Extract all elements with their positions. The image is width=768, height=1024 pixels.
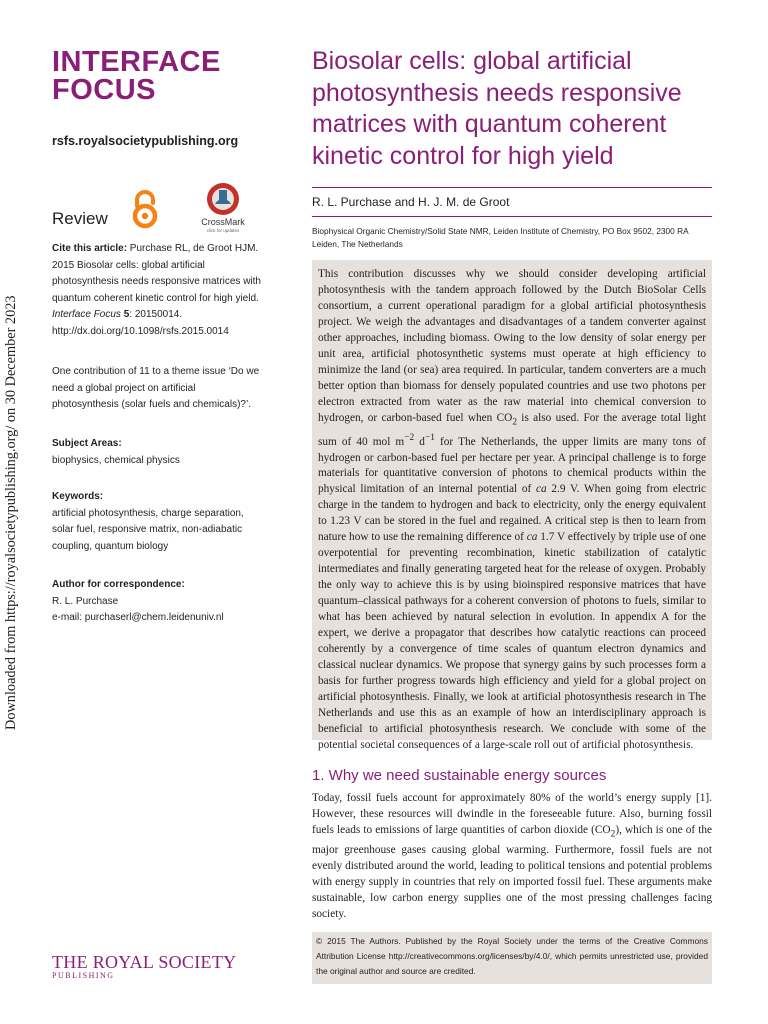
author-affiliation: Biophysical Organic Chemistry/Solid State NMR, Leiden Institute of Chemistry, PO Box 9502, 2300 RA Leiden, The Netherlands bbox=[312, 226, 689, 249]
correspondence-email[interactable]: e-mail: purchaserl@chem.leidenuniv.nl bbox=[52, 612, 224, 623]
section-heading: 1. Why we need sustainable energy sources bbox=[312, 767, 607, 784]
correspondence bbox=[52, 577, 262, 627]
authors-divider bbox=[312, 216, 712, 217]
cite-text: Purchase RL, de Groot HJM. 2015 Biosolar cells: global artificial photosynthesis needs responsive matrices with quantum coherent kinetic control for high yield. bbox=[52, 243, 261, 304]
crossmark-badge[interactable] bbox=[195, 180, 251, 234]
abstract-text: 1.7 V effectively by triple use of one overpotential for preventing recombination, kinetic stabilization of catalytic intermediates and finally generating targeted heat for the release of oxygen. Probably the only way to achieve this is by using bioinspired responsive matrices that have quantum–classical pathways for a coherent conversion of photons to fuels, similar to what has been achieved by natural selection in evolution. In appendix A for the expert, we derive a propagator that describes how catalytic reactions can proceed coherently by a convergence of time scales of quantum electron dynamics and classical nuclear dynamics. We propose that synergy gains by such processes form a basis for further progress towards high efficiency and yield for a global project on artificial photosynthesis. Finally, we look at artificial photosynthesis research in The Netherlands and use this as an example of how an interdisciplinary approach is beneficial to artificial photosynthesis research. We conclude with some of the potential societal consequences of a large-scale roll out of artificial photosynthesis. bbox=[318, 531, 706, 751]
article-authors: R. L. Purchase and H. J. M. de Groot bbox=[312, 195, 510, 209]
cite-journal: Interface Focus bbox=[52, 309, 121, 320]
abstract-superscript: −1 bbox=[424, 432, 435, 443]
article-type: Review bbox=[52, 209, 108, 228]
crossmark-sub: click for updates bbox=[206, 228, 240, 233]
subject-areas-text: biophysics, chemical physics bbox=[52, 454, 180, 466]
subject-areas bbox=[52, 436, 262, 469]
abstract-box bbox=[312, 260, 712, 751]
cite-volume: 5 bbox=[120, 309, 130, 320]
journal-name-line1: INTERFACE bbox=[52, 46, 221, 78]
subject-areas-label: Subject Areas: bbox=[52, 438, 122, 449]
cite-label: Cite this article: bbox=[52, 243, 128, 254]
theme-issue-note: One contribution of 11 to a theme issue ‘Do we need a global project on artificial photosynthesis (solar fuels and chemicals)?’. bbox=[52, 366, 260, 410]
publisher-sub: PUBLISHING bbox=[52, 971, 115, 980]
journal-logo bbox=[52, 48, 252, 104]
body-subscript: 2 bbox=[610, 829, 616, 840]
body-text: Today, fossil fuels account for approximately 80% of the world’s energy supply [1]. However, these resources will dwindle in the foreseeable future. Also, burning fossil fuels leads to emissions of large quantities of carbon dioxide (CO bbox=[312, 792, 712, 836]
abstract-italic: ca bbox=[526, 531, 538, 544]
journal-name-line2: FOCUS bbox=[52, 74, 156, 106]
crossmark-label: CrossMark bbox=[201, 217, 245, 227]
cite-doi[interactable]: : 20150014. http://dx.doi.org/10.1098/rsfs.2015.0014 bbox=[52, 309, 229, 337]
publisher-name: THE ROYAL SOCIETY bbox=[52, 952, 237, 972]
article-title: Biosolar cells: global artificial photosynthesis needs responsive matrices with quantum coherent kinetic control for high yield bbox=[312, 47, 682, 170]
keywords bbox=[52, 489, 262, 555]
journal-website-link[interactable]: rsfs.royalsocietypublishing.org bbox=[52, 134, 239, 148]
section-body bbox=[312, 791, 712, 923]
abstract-text: for The Netherlands, the upper limits are many tons of hydrogen or carbon-based fuel per hectare per year. A principal challenge is to forge materials for quantitative conversion of photons to chemical products within the physical limitation of an internal potential of bbox=[318, 435, 706, 496]
royal-society-logo bbox=[52, 952, 236, 980]
body-text: ), which is one of the major greenhouse gases causing global warming. Furthermore, fossil fuels are not evenly distributed around the world, leading to political tensions and potential problems with energy supply in countries that rely on imported fossil fuel. These arguments make sustainable, low carbon energy supplies one of the most pressing challenges facing society. bbox=[312, 823, 713, 920]
abstract-subscript: 2 bbox=[512, 416, 518, 427]
abstract-text: is also used. For the average total light sum of 40 mol m bbox=[318, 411, 707, 448]
abstract-italic: ca bbox=[535, 483, 547, 496]
correspondence-label: Author for correspondence: bbox=[52, 579, 185, 590]
keywords-label: Keywords: bbox=[52, 491, 104, 502]
citation-block bbox=[52, 241, 262, 340]
open-access-icon bbox=[130, 190, 160, 230]
license-box: © 2015 The Authors. Published by the Royal Society under the terms of the Creative Commons Attribution License http://creativecommons.org/licenses/by/4.0/, which permits unrestricted use, provided the original author and source are credited. bbox=[312, 932, 712, 984]
correspondence-name: R. L. Purchase bbox=[52, 595, 119, 607]
download-watermark: Downloaded from https://royalsocietypublishing.org/ on 30 December 2023 bbox=[3, 295, 19, 730]
abstract-text: 2.9 V. When going from electric charge in the tandem to hydrogen and back to electricity, only the energy equivalent to 1.23 V can be stored in the fuel and regained. A critical step is then to learn from nature how to use the remaining difference of bbox=[318, 483, 706, 544]
keywords-text: artificial photosynthesis, charge separation, solar fuel, responsive matrix, non-adiabatic coupling, quantum biology bbox=[52, 507, 244, 552]
abstract-text: This contribution discusses why we should consider developing artificial photosynthesis with the tandem approach followed by the Dutch BioSolar Cells consortium, a current operational paradigm for a global artificial photosynthesis project. We weigh the advantages and disadvantages of a tandem converter against other approaches, including biomass. Owing to the low density of solar energy per unit area, artificial photosynthetic systems must operate at high efficiency to minimize the land (or sea) area required. In particular, tandem converters are a much better option than biomass for densely populated countries and use two photons per electron extracted from water as the raw material into chemical conversion to hydrogen, or carbon-based fuel when CO bbox=[318, 268, 706, 424]
title-divider bbox=[312, 187, 712, 188]
abstract-superscript: −2 bbox=[404, 432, 415, 443]
abstract-text: d bbox=[414, 435, 425, 448]
